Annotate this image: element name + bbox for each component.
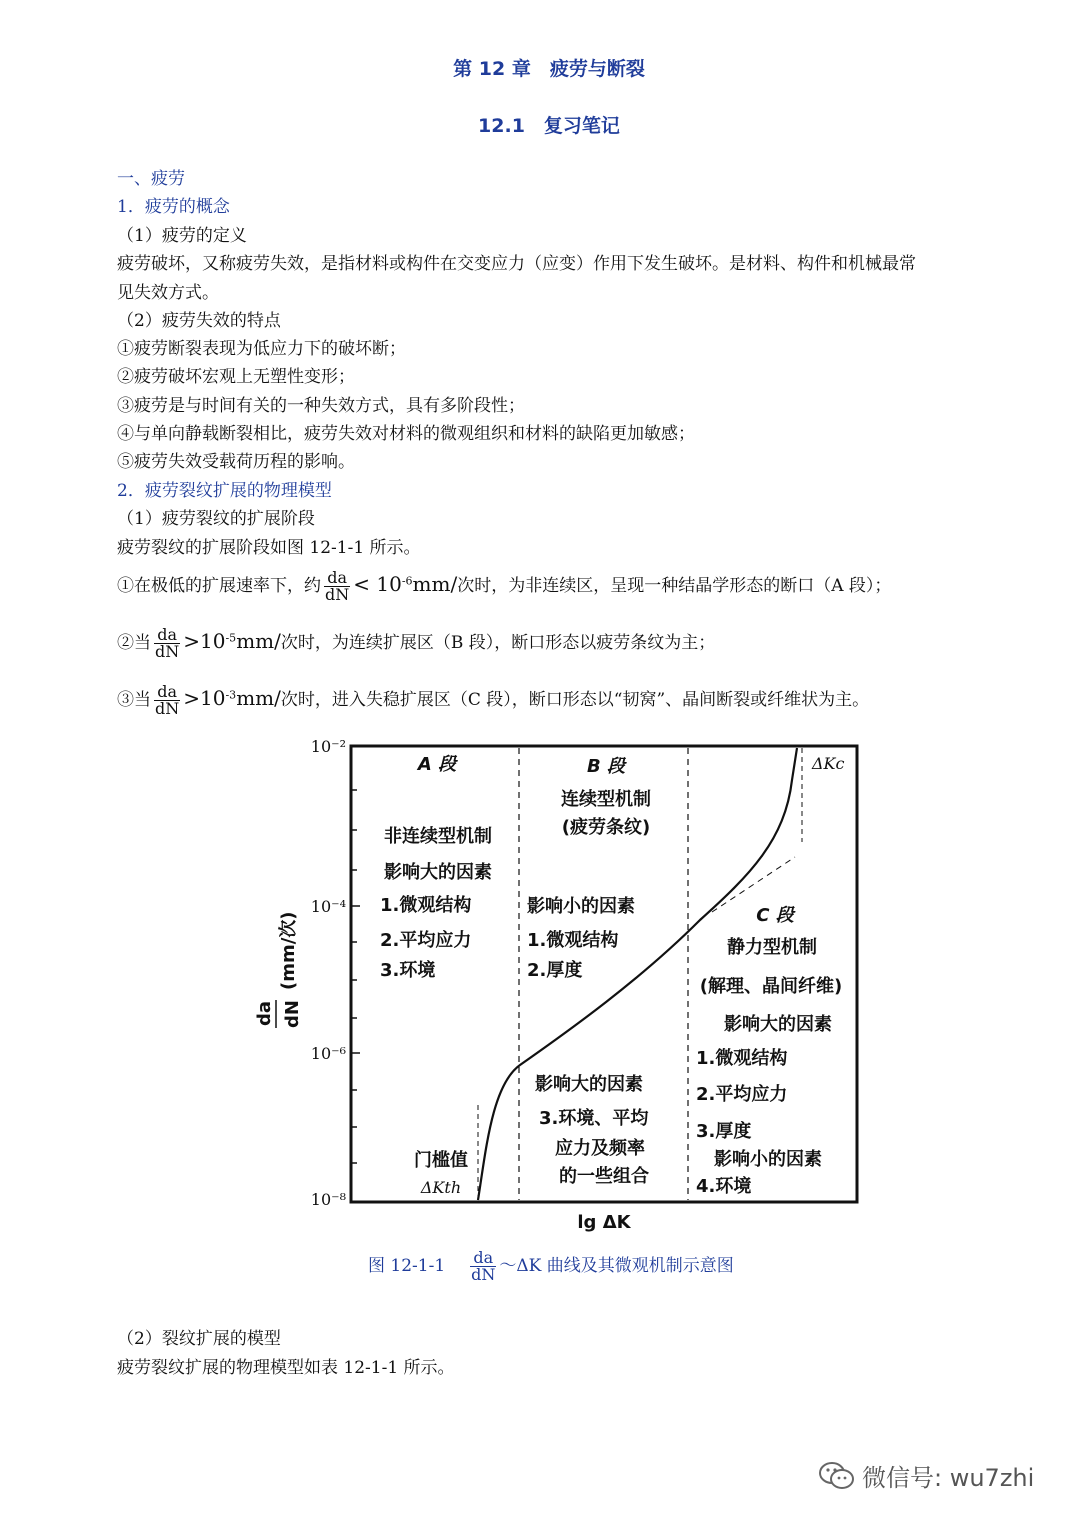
threshold-label: 门槛值 [414,1150,468,1171]
region-c-title: C 段 [756,905,794,926]
feature-1: ①疲劳断裂表现为低应力下的破坏断； [117,339,406,359]
paragraph-stages: 疲劳裂纹的扩展阶段如图 12-1-1 所示。 [117,538,421,558]
heading-crack-model: 2．疲劳裂纹扩展的物理模型 [117,481,332,501]
region-c-line-8: 4.环境 [696,1176,752,1197]
region-a-line-4: 2.平均应力 [380,930,472,951]
heading-fatigue: 一、疲劳 [117,169,185,189]
eq1-pre: ①在极低的扩展速率下，约 [117,576,321,596]
eq3-pre: ③当 [117,690,151,710]
y-axis-label [254,911,303,1028]
watermark-text: 微信号: wu7zhi [862,1464,1035,1492]
caption-frac-num: da [470,1250,496,1267]
eq2-frac-num: da [154,627,180,644]
eq1-post: 次时，为非连续区，呈现一种结晶学形态的断口（A 段）； [457,576,892,596]
y-axis-unit: (mm/次) [278,911,299,990]
eq2-post: 次时，为连续扩展区（B 段），断口形态以疲劳条纹为主； [280,633,716,653]
caption-frac-den: dN [471,1265,496,1284]
caption-number: 图 12-1-1 [368,1256,446,1276]
y-tick-1e-4: 10⁻⁴ [310,897,346,916]
region-a-line-3: 1.微观结构 [380,895,472,916]
region-c-line-6: 3.厚度 [696,1121,752,1142]
y-axis-den: dN [282,1000,303,1028]
kth-label: ΔKth [420,1178,462,1197]
region-a-line-5: 3.环境 [380,960,436,981]
region-c-line-5: 2.平均应力 [696,1084,788,1105]
region-b-line-2: (疲劳条纹) [561,817,651,838]
x-axis-label: lg ΔK [577,1212,631,1233]
paragraph-definition-line1: 疲劳破坏，又称疲劳失效，是指材料或构件在交变应力（应变）作用下发生破坏。是材料、构件和机械最常 [117,254,916,274]
equation-line-1 [117,570,891,603]
region-c-line-3: 影响大的因素 [724,1014,832,1035]
y-tick-1e-2: 10⁻² [310,737,346,756]
region-b-big-2: 3.环境、平均 [539,1108,649,1129]
region-b-line-1: 连续型机制 [561,789,651,810]
kc-label: ΔKc [812,754,845,773]
eq3-unit: mm/ [236,686,281,710]
wechat-icon [818,1460,856,1492]
eq1-relation: < 10 [353,572,402,596]
paragraph-model: 疲劳裂纹扩展的物理模型如表 12-1-1 所示。 [117,1358,455,1378]
region-c-line-1: 静力型机制 [727,937,817,958]
eq1-unit: mm/ [412,572,458,596]
equation-line-2 [117,627,715,660]
chapter-title: 第 12 章 疲劳与断裂 [453,58,645,80]
eq3-fraction [154,684,180,717]
eq1-fraction [324,570,350,603]
eq2-pre: ②当 [117,633,151,653]
region-c-line-2: (解理、晶间纤维) [699,976,843,997]
eq3-frac-num: da [154,684,180,701]
region-b-small-1: 影响小的因素 [527,896,635,917]
region-b-title: B 段 [587,756,625,777]
region-b-big-1: 影响大的因素 [535,1074,643,1095]
subheading-definition: （1）疲劳的定义 [117,226,247,246]
eq2-frac-den: dN [155,642,180,661]
paragraph-definition-line2: 见失效方式。 [117,283,219,303]
eq1-frac-den: dN [325,585,350,604]
subheading-stages: （1）疲劳裂纹的扩展阶段 [117,509,315,529]
eq3-exponent: -3 [225,688,237,702]
region-b-small-2: 1.微观结构 [527,930,619,951]
eq2-exponent: -5 [225,631,237,645]
region-a-title: A 段 [417,754,457,775]
y-tick-1e-8: 10⁻⁸ [310,1190,346,1209]
subheading-model: （2）裂纹扩展的模型 [117,1329,281,1349]
figure-caption [368,1250,734,1283]
eq3-frac-den: dN [155,699,180,718]
crack-growth-figure [0,730,1080,1250]
eq2-fraction [154,627,180,660]
subheading-features: （2）疲劳失效的特点 [117,311,281,331]
region-b-big-3: 应力及频率 [555,1138,645,1159]
y-tick-1e-6: 10⁻⁶ [310,1044,346,1063]
section-title: 12.1 复习笔记 [478,115,620,137]
eq2-relation: >10 [183,629,226,653]
feature-2: ②疲劳破坏宏观上无塑性变形； [117,367,355,387]
caption-fraction [470,1250,496,1283]
feature-5: ⑤疲劳失效受载荷历程的影响。 [117,452,355,472]
region-b-small-3: 2.厚度 [527,960,583,981]
feature-4: ④与单向静载断裂相比，疲劳失效对材料的微观组织和材料的缺陷更加敏感； [117,424,695,444]
region-b-big-4: 的一些组合 [559,1166,649,1187]
eq2-unit: mm/ [236,629,281,653]
heading-concept: 1．疲劳的概念 [117,197,230,217]
region-a-line-1: 非连续型机制 [384,826,492,847]
region-a-line-2: 影响大的因素 [384,862,492,883]
eq1-exponent: -6 [401,574,413,588]
region-c-line-4: 1.微观结构 [696,1048,788,1069]
eq3-relation: >10 [183,686,226,710]
feature-3: ③疲劳是与时间有关的一种失效方式，具有多阶段性； [117,396,525,416]
equation-line-3 [117,684,869,717]
eq3-post: 次时，进入失稳扩展区（C 段），断口形态以“韧窝”、晶间断裂或纤维状为主。 [280,690,870,710]
watermark [818,1458,1034,1493]
y-axis-num: da [254,1000,275,1026]
eq1-frac-num: da [324,570,350,587]
region-c-line-7: 影响小的因素 [714,1149,822,1170]
caption-text: ～ΔK 曲线及其微观机制示意图 [499,1256,734,1276]
